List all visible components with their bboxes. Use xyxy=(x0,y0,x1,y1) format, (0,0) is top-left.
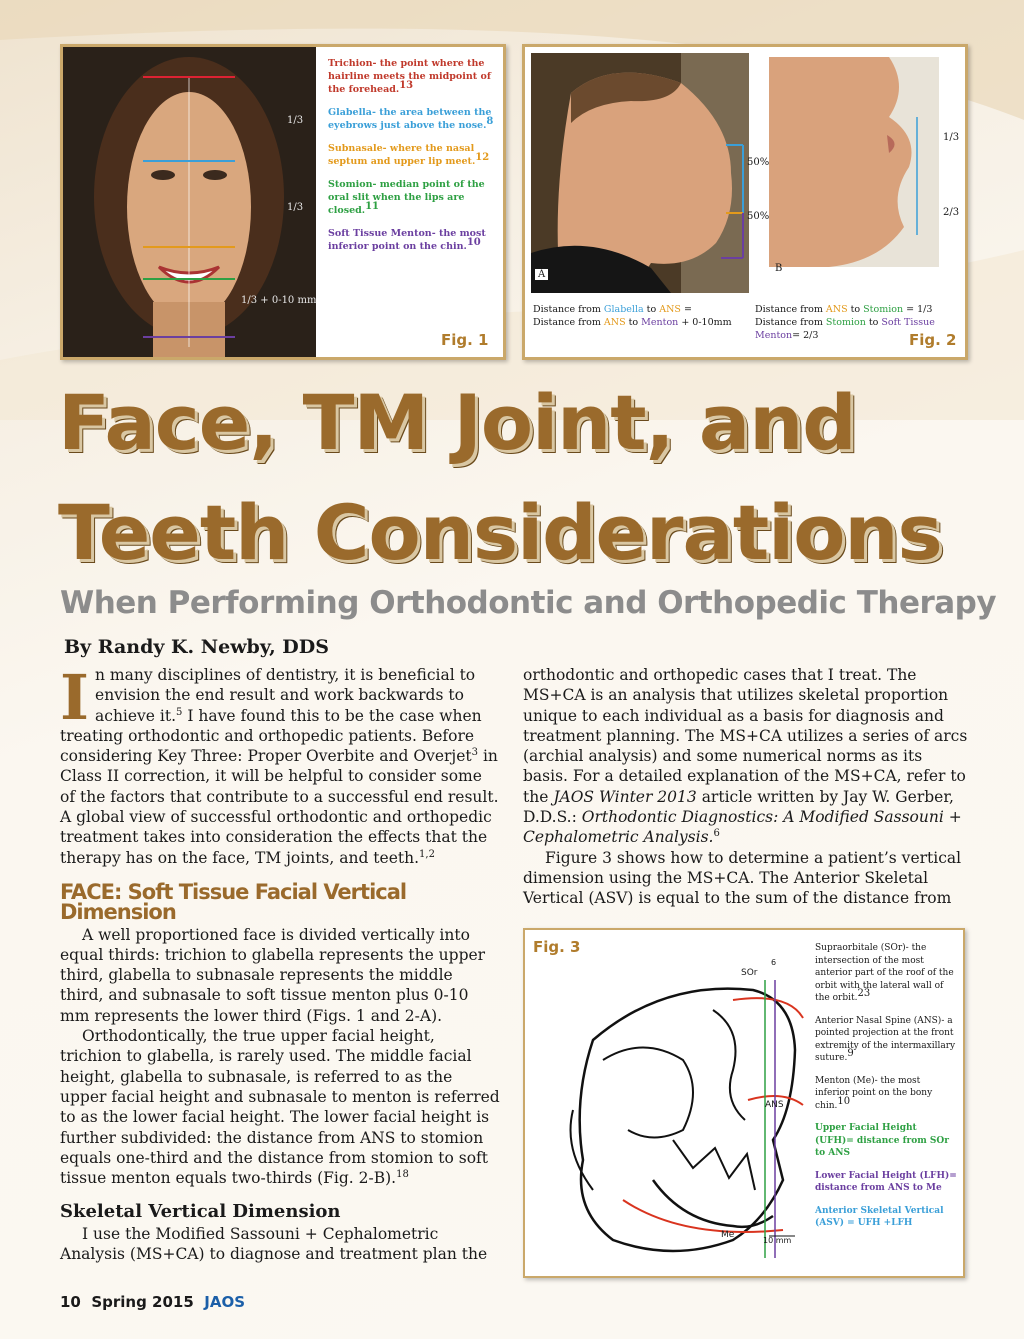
article-subtitle: When Performing Orthodontic and Orthopedic Therapy xyxy=(60,585,997,621)
label-six: 6 xyxy=(771,958,777,967)
fig3-notes xyxy=(815,942,957,1230)
article-title-line-1: Face, TM Joint, and xyxy=(58,378,856,467)
note-lfh: Lower Facial Height (LFH)= distance from ANS to Me xyxy=(815,1170,957,1193)
note-ans: Anterior Nasal Spine (ANS)- a pointed projection at the front extremity of the intermaxillary suture.$^9$ xyxy=(815,1015,956,1063)
caption-stomion: Stomion- median point of the oral slit when the lips are closed.$^{11}$ xyxy=(328,179,485,216)
fig1-label: Fig. 1 xyxy=(441,331,489,349)
left-column xyxy=(60,661,500,1264)
note-ufh: Upper Facial Height (UFH)= distance from SOr to ANS xyxy=(815,1123,949,1158)
third-label-middle: 1/3 xyxy=(287,202,304,213)
caption-subnasale: Subnasale- where the nasal septum and upper lip meet.$^{12}$ xyxy=(328,143,490,167)
pct-bottom: 50% xyxy=(747,211,770,222)
paragraph-msca: orthodontic and orthopedic cases that I treat. The MS+CA is an analysis that utilizes skeletal proportion unique to each individual as a basis for diagnosis and treatment planning. The MS+CA utilizes a series of arcs (archial analysis) and some numerical norms as its basis. For a detailed explanation of the MS+CA, refer to the JAOS Winter 2013 article written by Jay W. Gerber, D.D.S.: Orthodontic Diagnostics: A Modified Sassouni + Cephalometric Analysis.$^6$ xyxy=(523,666,968,847)
label-ans: ANS xyxy=(765,1100,784,1110)
article-title-line-2: Teeth Considerations xyxy=(58,488,942,577)
note-menton: Menton (Me)- the most inferior point on the bony chin.$^{10}$ xyxy=(815,1075,933,1111)
section-heading-face: FACE: Soft Tissue Facial Vertical Dimension xyxy=(60,879,407,925)
note-asv: Anterior Skeletal Vertical (ASV) = UFH +LFH xyxy=(815,1205,944,1228)
fig2-label: Fig. 2 xyxy=(909,331,957,349)
section-heading-skeletal: Skeletal Vertical Dimension xyxy=(60,1201,341,1223)
label-me: Me xyxy=(721,1230,735,1240)
figure-1 xyxy=(60,44,506,360)
fig2-caption-a: Distance from Glabella to ANS = Distance from ANS to Menton + 0-10mm xyxy=(533,304,732,328)
panel-a-label: A xyxy=(535,269,548,280)
panel-b-label: B xyxy=(775,263,783,274)
note-supraorbitale: Supraorbitale (SOr)- the intersection of the most anterior part of the roof of the orbit with the lateral wall of the orbit.$^{23}$ xyxy=(815,943,954,1003)
right-column xyxy=(523,665,968,909)
label-sor: SOr xyxy=(741,968,758,978)
pct-top: 50% xyxy=(747,157,770,168)
caption-glabella: Glabella- the area between the eyebrows just above the nose.$^8$ xyxy=(328,107,494,131)
page-footer xyxy=(60,1293,245,1311)
third-top: 1/3 xyxy=(943,132,960,143)
issue: Spring 2015 xyxy=(91,1293,194,1311)
fig1-captions xyxy=(328,57,498,253)
fig3-label: Fig. 3 xyxy=(533,938,581,956)
third-label-lower: 1/3 + 0-10 mm xyxy=(241,295,317,306)
third-label-upper: 1/3 xyxy=(287,115,304,126)
page-number: 10 xyxy=(60,1293,81,1311)
third-bottom: 2/3 xyxy=(943,207,960,218)
label-10mm: 10 mm xyxy=(763,1236,792,1245)
byline: By Randy K. Newby, DDS xyxy=(64,636,329,658)
caption-soft-tissue-menton: Soft Tissue Menton- the most inferior point on the chin.$^{10}$ xyxy=(328,228,486,252)
figure-2 xyxy=(522,44,968,360)
paragraph-figure-3: Figure 3 shows how to determine a patient’s vertical dimension using the MS+CA. The Anterior Skeletal Vertical (ASV) is equal to the sum of the distance from xyxy=(523,848,962,908)
caption-trichion: Trichion- the point where the hairline meets the midpoint of the forehead.$^{13}$ xyxy=(328,58,491,95)
fig2-caption-b: Distance from ANS to Stomion = 1/3 Distance from Stomion to Soft Tissue Menton= 2/3 xyxy=(755,304,935,341)
face-photo xyxy=(63,47,316,357)
profile-photo-b xyxy=(769,57,939,267)
journal-name: JAOS xyxy=(204,1293,245,1311)
paragraph-facial-height: Orthodontically, the true upper facial height, trichion to glabella, is rarely used. The middle facial height, glabella to subnasale, is referred to as the upper facial height and subnasale to menton is referred to as the lower facial height. The lower facial height is further subdivided: the distance from ANS to stomion equals one-third and the distance from stomion to soft tissue menton equals two-thirds (Fig. 2-B).$^{18}$ xyxy=(60,1027,500,1188)
drop-cap: I xyxy=(60,661,90,734)
profile-photo-a xyxy=(531,53,749,293)
paragraph-thirds: A well proportioned face is divided vertically into equal thirds: trichion to glabella represents the upper third, glabella to subnasale represents the middle third, and subnasale to soft tissue menton plus 0-10 mm represents the lower third (Figs. 1 and 2-A). xyxy=(60,925,486,1025)
intro-paragraph: In many disciplines of dentistry, it is beneficial to envision the end result and work backwards to achieve it.$^5$ I have found this to be the case when treating orthodontic and orthopedic patients. Before considering Key Three: Proper Overbite and Overjet$^3$ in Class II correction, it will be helpful to consider some of the factors that contribute to a successful end result. A global view of successful orthodontic and orthopedic treatment takes into consideration the effects that the therapy has on the face, TM joints, and teeth.$^{1,2}$ xyxy=(60,661,499,867)
paragraph-msca-intro: I use the Modified Sassouni + Cephalometric Analysis (MS+CA) to diagnose and treatment plan the xyxy=(60,1224,488,1264)
figure-3 xyxy=(523,928,965,1278)
